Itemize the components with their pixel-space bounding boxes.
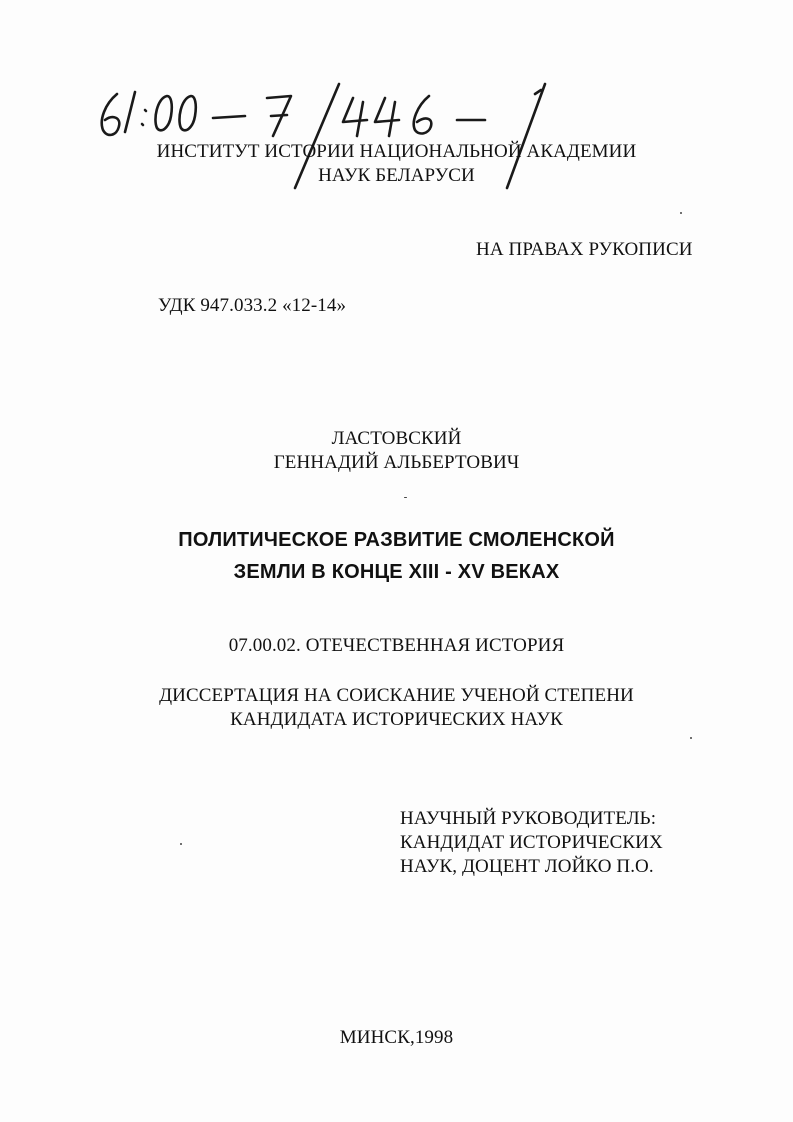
dissertation-line2: КАНДИДАТА ИСТОРИЧЕСКИХ НАУК (230, 709, 563, 730)
supervisor-line3: НАУК, ДОЦЕНТ ЛОЙКО П.О. (400, 856, 654, 877)
author-name: ГЕННАДИЙ АЛЬБЕРТОВИЧ (273, 452, 520, 473)
udk-code: УДК 947.033.2 «12-14» (158, 295, 347, 316)
place-and-year: МИНСК,1998 (339, 1027, 454, 1048)
supervisor-line1: НАУЧНЫЙ РУКОВОДИТЕЛЬ: (400, 808, 657, 829)
supervisor-line2: КАНДИДАТ ИСТОРИЧЕСКИХ (400, 832, 663, 853)
scan-speck (680, 212, 682, 214)
institute-name-line1: ИНСТИТУТ ИСТОРИИ НАЦИОНАЛЬНОЙ АКАДЕМИИ (156, 141, 637, 162)
scan-speck (690, 737, 692, 739)
scan-speck (404, 497, 407, 498)
thesis-title-line2: ЗЕМЛИ В КОНЦЕ XIII - XV ВЕКАХ (233, 561, 560, 583)
thesis-title-line1: ПОЛИТИЧЕСКОЕ РАЗВИТИЕ СМОЛЕНСКОЙ (178, 529, 615, 551)
institute-name-line2: НАУК БЕЛАРУСИ (318, 165, 475, 186)
author-surname: ЛАСТОВСКИЙ (331, 428, 462, 449)
specialty-code: 07.00.02. ОТЕЧЕСТВЕННАЯ ИСТОРИЯ (228, 635, 565, 656)
scan-speck (180, 843, 182, 845)
manuscript-rights: НА ПРАВАХ РУКОПИСИ (476, 239, 693, 260)
dissertation-line1: ДИССЕРТАЦИЯ НА СОИСКАНИЕ УЧЕНОЙ СТЕПЕНИ (159, 685, 634, 706)
